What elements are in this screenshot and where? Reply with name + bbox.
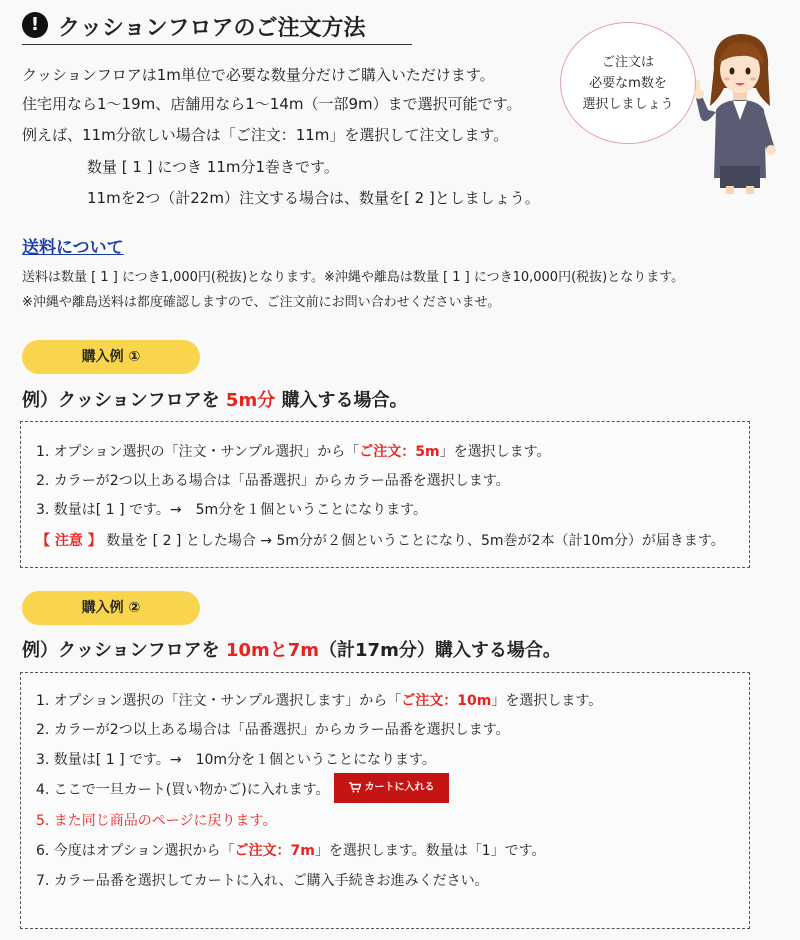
add-to-cart-label: カートに入れる [364, 782, 435, 793]
shipping-info-link[interactable]: 送料について [22, 238, 124, 258]
note-label: 【 注意 】 [36, 533, 102, 549]
example-2-step-5: 5. また同じ商品のページに戻ります。 [36, 813, 277, 829]
example-1-steps-box [20, 421, 750, 568]
example-2-step-3: 3. 数量は[ 1 ] です。→ 10m分を１個ということになります。 [36, 752, 436, 768]
example-1-heading [22, 386, 407, 412]
intro-line-4: 数量 [ 1 ] につき 11m分1巻きです。 [87, 158, 339, 176]
bubble-line-2: 必要なm数を [589, 75, 667, 91]
bubble-line-3: 選択しましょう [582, 96, 674, 112]
example-2-steps-box [20, 672, 750, 929]
cart-icon [349, 782, 361, 793]
example-1-step-1-post: 」を選択します。 [439, 444, 551, 460]
example-2-step-1-post: 」を選択します。 [491, 693, 603, 709]
shipping-line-1: 送料は数量 [ 1 ] につき1,000円(税抜)となります。※沖縄や離島は数量 [ 1 ] につき10,000円(税抜)となります。 [22, 270, 685, 285]
intro-line-3: 例えば、11m分欲しい場合は「ご注文：11m」を選択して注文します。 [22, 126, 509, 144]
example-1-step-1-pre: 1. オプション選択の「注文・サンプル選択」から「 [36, 444, 360, 460]
example-1-note [36, 530, 725, 550]
example-2-step-1-highlight: ご注文：10m [401, 693, 492, 709]
add-to-cart-button[interactable] [334, 773, 449, 803]
businesswoman-illustration [690, 28, 790, 194]
example-1-step-1 [36, 441, 551, 461]
example-2-heading-post: （計17m分）購入する場合。 [319, 640, 561, 661]
example-2-step-6-pre: 6. 今度はオプション選択から「 [36, 843, 235, 859]
example-1-step-3: 3. 数量は[ 1 ] です。→ 5m分を１個ということになります。 [36, 502, 428, 518]
page-title: クッションフロアのご注文方法 [58, 16, 366, 41]
speech-bubble [560, 22, 696, 144]
example-1-step-1-highlight: ご注文：5m [359, 444, 440, 460]
bubble-line-1: ご注文は [601, 54, 654, 70]
example-2-heading-highlight: 10mと7m [225, 640, 320, 661]
example-2-step-6 [36, 840, 546, 860]
shipping-line-2: ※沖縄や離島送料は都度確認しますので、ご注文前にお問い合わせくださいませ。 [22, 295, 501, 310]
note-text: 数量を [ 2 ] とした場合 → 5m分が２個ということになり、5m巻が2本（計10m分）が届きます。 [106, 533, 725, 549]
example-2-heading-pre: 例）クッションフロアを [22, 640, 220, 661]
exclamation-icon: ! [22, 12, 48, 38]
example-2-step-6-post: 」を選択します。数量は「1」です。 [314, 843, 546, 859]
example-1-step-2: 2. カラーが2つ以上ある場合は「品番選択」からカラー品番を選択します。 [36, 473, 510, 489]
example-2-step-4: 4. ここで一旦カート(買い物かご)に入れます。 [36, 782, 330, 798]
intro-line-1: クッションフロアは1m単位で必要な数量分だけご購入いただけます。 [22, 66, 495, 84]
intro-line-5: 11mを2つ（計22m）注文する場合は、数量を[ 2 ]としましょう。 [87, 189, 540, 207]
example-2-step-7: 7. カラー品番を選択してカートに入れ、ご購入手続きお進みください。 [36, 873, 489, 889]
example-2-step-1 [36, 690, 602, 710]
example-1-heading-highlight: 5m分 [225, 390, 276, 411]
example-1-heading-pre: 例）クッションフロアを [22, 390, 220, 411]
example-2-step-1-pre: 1. オプション選択の「注文・サンプル選択します」から「 [36, 693, 402, 709]
example-2-step-2: 2. カラーが2つ以上ある場合は「品番選択」からカラー品番を選択します。 [36, 722, 510, 738]
section-header [22, 8, 412, 45]
intro-line-2: 住宅用なら1～19m、店舗用なら1～14m（一部9m）まで選択可能です。 [22, 95, 522, 113]
example-1-badge: 購入例 ① [22, 340, 200, 374]
example-2-step-6-highlight: ご注文：7m [234, 843, 315, 859]
example-2-badge: 購入例 ② [22, 591, 200, 625]
example-1-heading-post: 購入する場合。 [281, 390, 408, 411]
example-2-heading [22, 636, 561, 662]
